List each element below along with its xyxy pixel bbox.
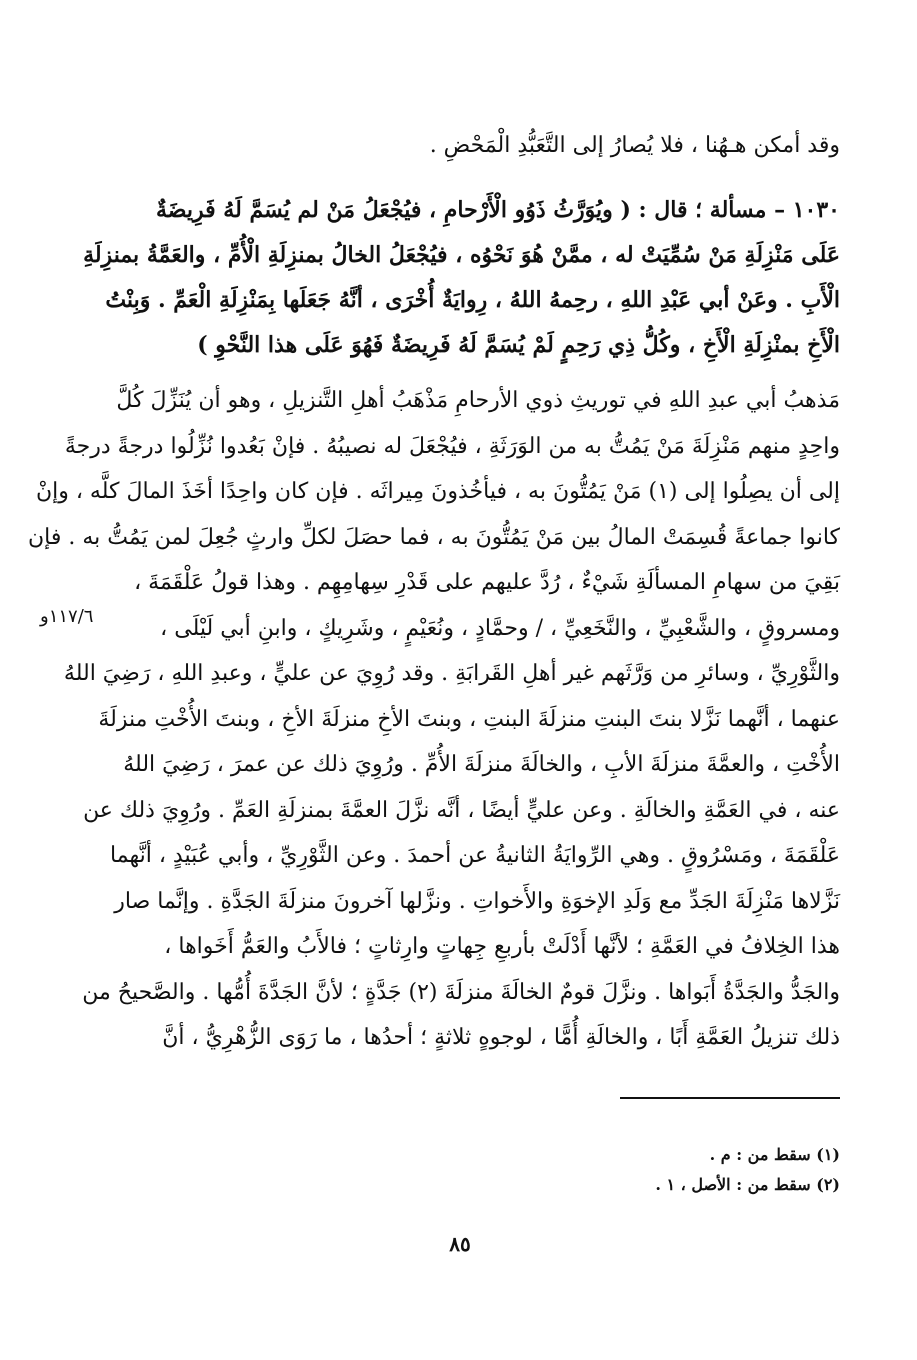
text-line: ١٠٣٠ – مسألة ؛ قال : ( ويُوَرَّثُ ذَوُو الْأَرْحامِ ، فيُجْعَلُ مَنْ لم يُسَمَّ لَهُ فَرِيضَةٌ (156, 197, 840, 223)
text-line: مَذهبُ أبي عبدِ اللهِ في توريثِ ذوي الأرحامِ مَذْهَبُ أهلِ التَّنزيلِ ، وهو أن يُنَزِّلَ كُلَّ (116, 388, 840, 413)
masala-paragraph (83, 188, 840, 368)
footnotes (480, 1140, 840, 1200)
footnote: (٢) سقط من : الأصل ، ١ . (655, 1175, 840, 1194)
text-line: الأُخْتِ ، والعمَّةَ منزلَةَ الأبِ ، والخالَةَ منزلَةَ الأُمِّ . ورُوِيَ ذلك عن عمرَ ، رَضِيَ اللهُ (123, 752, 840, 777)
margin-folio-reference: ١١٧/٦و (40, 606, 94, 627)
text-line: عَلَى مَنْزِلَةِ مَنْ سُمِّيَتْ له ، ممَّنْ هُوَ نَحْوُه ، فيُجْعَلُ الخالُ بمنزِلَةِ الْأُمِّ ، والعَمَّةُ بمنزِلَةِ (83, 242, 840, 268)
text-line: كانوا جماعةً قُسِمَتْ المالُ بين مَنْ يَمُتُّونَ به ، فما حصَلَ لكلِّ وارثٍ جُعِلَ لمن يَمُتُّ به . فإن (28, 524, 840, 550)
footnote: (١) سقط من : م . (709, 1145, 840, 1164)
text-line: والجَدُّ والجَدَّةُ أَبَواها . ونزَّلَ قومٌ الخالَةَ منزلَةَ (٢) جَدَّةٍ ؛ لأنَّ الجَدَّةَ أُمُّها . والصَّحيحُ من (82, 979, 840, 1005)
text-line: ومسروقٍ ، والشَّعْبِيِّ ، والنَّخَعِيِّ ، / وحمَّادٍ ، ونُعَيْمٍ ، وشَرِيكٍ ، وابنِ أبي لَيْلَى ، (160, 615, 840, 641)
text-line: والثَّوْرِيِّ ، وسائرِ من وَرَّثَهم غير أهلِ القَرابَةِ . وقد رُوِيَ عن عليٍّ ، وعبدِ اللهِ ، رَضِيَ اللهُ (63, 661, 840, 686)
text-line: نَزَّلاها مَنْزِلَةَ الجَدِّ مع وَلَدِ الإخوَةِ والأَخواتِ . ونزَّلها آخرونَ منزلَةَ الجَدَّةِ . وإنَّما صار (114, 888, 840, 914)
text-line: واحِدٍ منهم مَنْزِلَةَ مَنْ يَمُتُّ به من الوَرَثَةِ ، فيُجْعَلَ له نصيبُهُ . فإنْ بَعُدوا نُزِّلُوا درجةً درجةً (64, 433, 840, 459)
text-line: وقد أمكن هـهُنا ، فلا يُصارُ إلى التَّعَبُّدِ الْمَحْضِ . (429, 133, 840, 158)
text-line: هذا الخِلافُ في العَمَّةِ ؛ لأنَّها أَدْلَتْ بأربعِ جِهاتٍ وارِثاتٍ ؛ فالأَبُ والعَمُّ أَخَواها ، (164, 934, 840, 959)
footnote-separator (620, 1097, 840, 1099)
text-line: الْأَبِ . وعَنْ أبي عَبْدِ اللهِ ، رحِمهُ اللهُ ، رِوايَةٌ أُخْرَى ، أنَّهُ جَعَلَها بِمَنْزِلَةِ الْعَمِّ . وَبِنْتُ (105, 287, 840, 313)
text-line: الْأَخِ بمنْزِلَةِ الْأَخِ ، وكُلُّ ذِي رَحِمٍ لَمْ يُسَمَّ لَهُ فَرِيضَةٌ فَهُوَ عَلَى هذا النَّحْوِ ) (197, 332, 840, 358)
text-line: ذلك تنزيلُ العَمَّةِ أَبًا ، والخالَةِ أُمًّا ، لوجوهٍ ثلاثةٍ ؛ أحدُها ، ما رَوَى الزُّهْرِيُّ ، أنَّ (162, 1025, 840, 1050)
text-line: عنه ، في العَمَّةِ والخالَةِ . وعن عليٍّ أيضًا ، أنَّه نزَّلَ العمَّةَ بمنزلَةِ العَمِّ . ورُوِيَ ذلك عن (83, 797, 840, 823)
page-number: ٨٥ (449, 1232, 471, 1256)
text-line: إلى أن يصِلُوا إلى (١) مَنْ يَمُتُّونَ به ، فيأخُذونَ مِيراثَه . فإن كان واحِدًا أخَذَ المالَ كلَّه ، وإنْ (35, 479, 840, 504)
text-line: عَلْقَمَةَ ، ومَسْرُوقٍ . وهي الرِّوايَةُ الثانيةُ عن أحمدَ . وعن الثَّوْرِيِّ ، وأبي عُبَيْدٍ ، أنَّهما (110, 843, 840, 868)
text-line: عنهما ، أنَّهما نَزَّلا بنتَ البنتِ منزلَةَ البنتِ ، وبنتَ الأخِ منزلَةَ الأخِ ، وبنتَ الأُخْتِ منزلَةَ (98, 706, 840, 732)
text-line: بَقِيَ من سهامِ المسألَةِ شَيْءٌ ، رُدَّ عليهم على قَدْرِ سِهامِهِم . وهذا قولُ عَلْقَمَةَ ، (134, 570, 840, 595)
intro-paragraph (140, 123, 840, 169)
